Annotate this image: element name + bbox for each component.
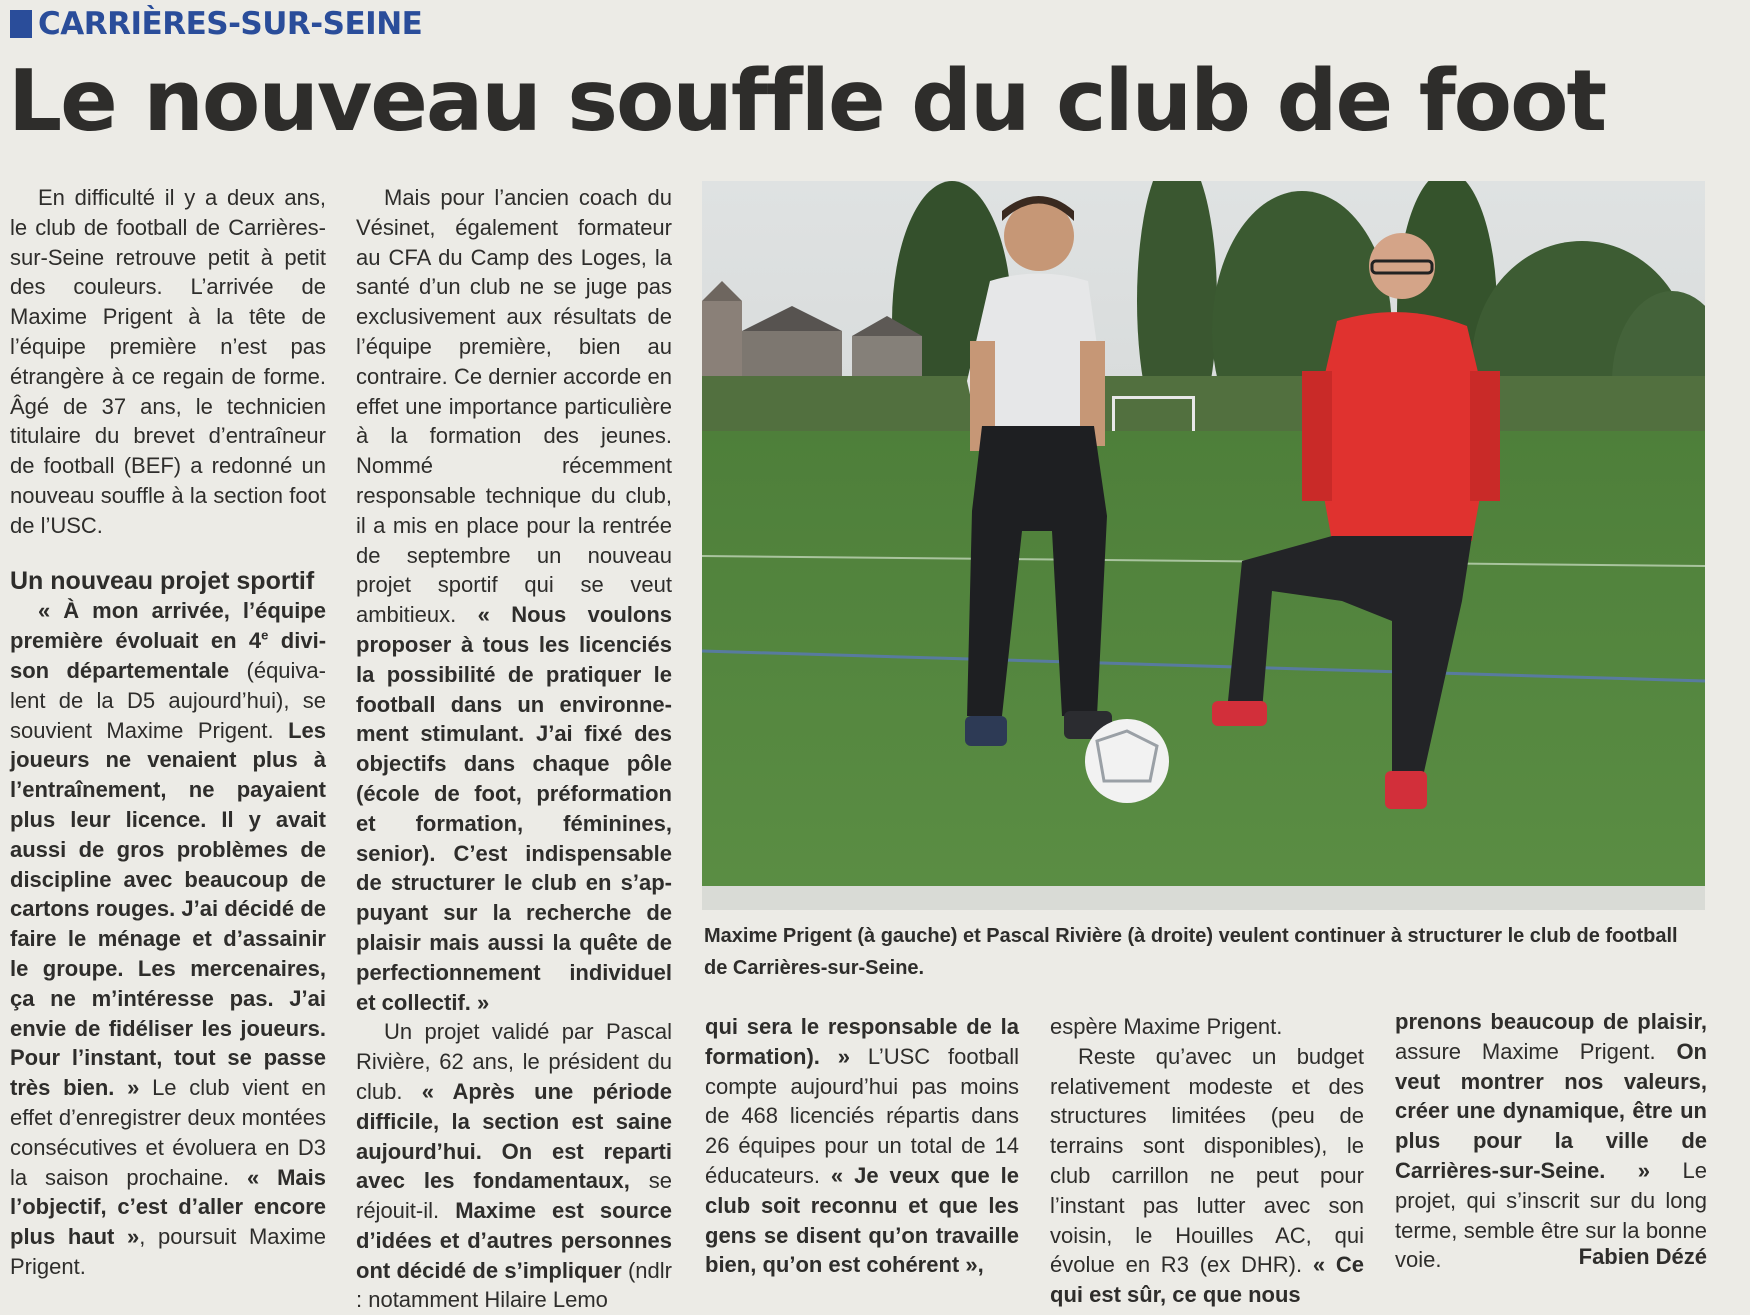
photo-football-pitch (702, 181, 1705, 910)
article-column-3 (705, 1012, 1019, 1280)
paragraph-president: Un projet validé par Pascal Rivière, 62 ans, le président du club. « Après une période difficile, la section est saine aujourd’hui. On est reparti avec les fondamentaux, se réjouit-il. Maxime est source d’idées et d’autres personnes ont décidé de s’impliquer (ndlr : notamment Hilaire Lemo (356, 1019, 673, 1313)
article-column-4 (1050, 1012, 1364, 1310)
paragraph-closing: prenons beaucoup de plaisir, assure Maxime Prigent. On veut montrer nos valeurs, créer une dynamique, être un plus pour la ville de Carrières-sur-Seine. » Le projet, qui s’inscrit sur du long terme, semble être sur la bonne voie. (1395, 1009, 1707, 1273)
article-headline: Le nouveau souffle du club de foot (8, 52, 1606, 151)
article-photo (702, 181, 1705, 910)
paragraph-hopes: espère Maxime Prigent. (1050, 1014, 1283, 1039)
kicker-label: CARRIÈRES-SUR-SEINE (38, 6, 423, 42)
subheading: Un nouveau projet sportif (10, 566, 315, 595)
kicker-square-icon (10, 10, 32, 38)
article-column-2 (356, 183, 672, 1315)
paragraph-intro: En difficulté il y a deux ans, le club de football de Carrières-sur-Seine retrouve petit à petit des couleurs. L’arrivée de Maxime Prigent à la tête de l’équipe première n’est pas étrangère à ce regain de forme. Âgé de 37 ans, le technicien titulaire du brevet d’entraîneur de football (BEF) a redonné un nouveau souffle à la section foot de l’USC. (10, 185, 326, 538)
article-column-5 (1395, 1007, 1707, 1275)
paragraph-coach: Mais pour l’ancien coach du Vésinet, également formateur au CFA du Camp des Loges, la santé d’un club ne se juge pas exclusivement aux résultats de l’équipe première, bien au contraire. Ce dernier accorde en effet une importance particulière à la formation des jeunes. Nommé récemment responsable technique du club, il a mis en place pour la rentrée de septembre un nouveau projet sportif qui se veut ambitieux. « Nous voulons proposer à tous les licenciés la possibilité de pratiquer le football dans un environnement stimulant. J’ai fixé des objectifs dans chaque pôle (école de foot, préformation et formation, féminines, senior). C’est indispensable de structurer le club en s’appuyant sur la recherche de plaisir mais aussi la quête de perfectionnement individuel et collectif. » (356, 185, 672, 1015)
section-kicker (10, 4, 422, 44)
paragraph-budget: Reste qu’avec un budget relativement modeste et des structures limitées (peu de terrains sont disponibles), le club carrillon ne peut pour l’instant pas lutter avec son voisin, le Houilles AC, qui évolue en R3 (ex DHR). « Ce qui est sûr, ce que nous (1050, 1043, 1364, 1308)
show-through-texture (640, 0, 1740, 42)
paragraph-quote: « À mon arrivée, l’équipe première évoluait en 4e divison départementale (équivalent de la D5 aujourd’hui), se souvient Maxime Prigent. Les joueurs ne venaient plus à l’entraînement, ne payaient plus leur licence. Il y avait aussi de gros problèmes de discipline avec beaucoup de cartons rouges. J’ai décidé de faire le ménage et d’assainir le groupe. Les mercenaires, ça ne m’intéresse pas. J’ai envie de fidéliser les joueurs. Pour l’instant, tout se passe très bien. » Le club vient en effet d’enregistrer deux montées consécutives et évoluera en D3 la saison prochaine. « Mais l’objectif, c’est d’aller encore plus haut », poursuit Maxime Prigent. (10, 598, 327, 1279)
article-column-1 (10, 183, 326, 1282)
photo-caption: Maxime Prigent (à gauche) et Pascal Rivière (à droite) veulent continuer à structurer le club de football de Carrières-sur-Seine. (704, 925, 1678, 979)
paragraph-continued: qui sera le responsable de la formation). » L’USC football compte aujourd’hui pas moins de 468 licenciés répartis dans 26 équipes pour un total de 14 éducateurs. « Je veux que le club soit reconnu et que les gens se disent qu’on travaille bien, qu’on est cohérent », (705, 1014, 1020, 1278)
author-credit: Fabien Dézé (1578, 1244, 1707, 1269)
